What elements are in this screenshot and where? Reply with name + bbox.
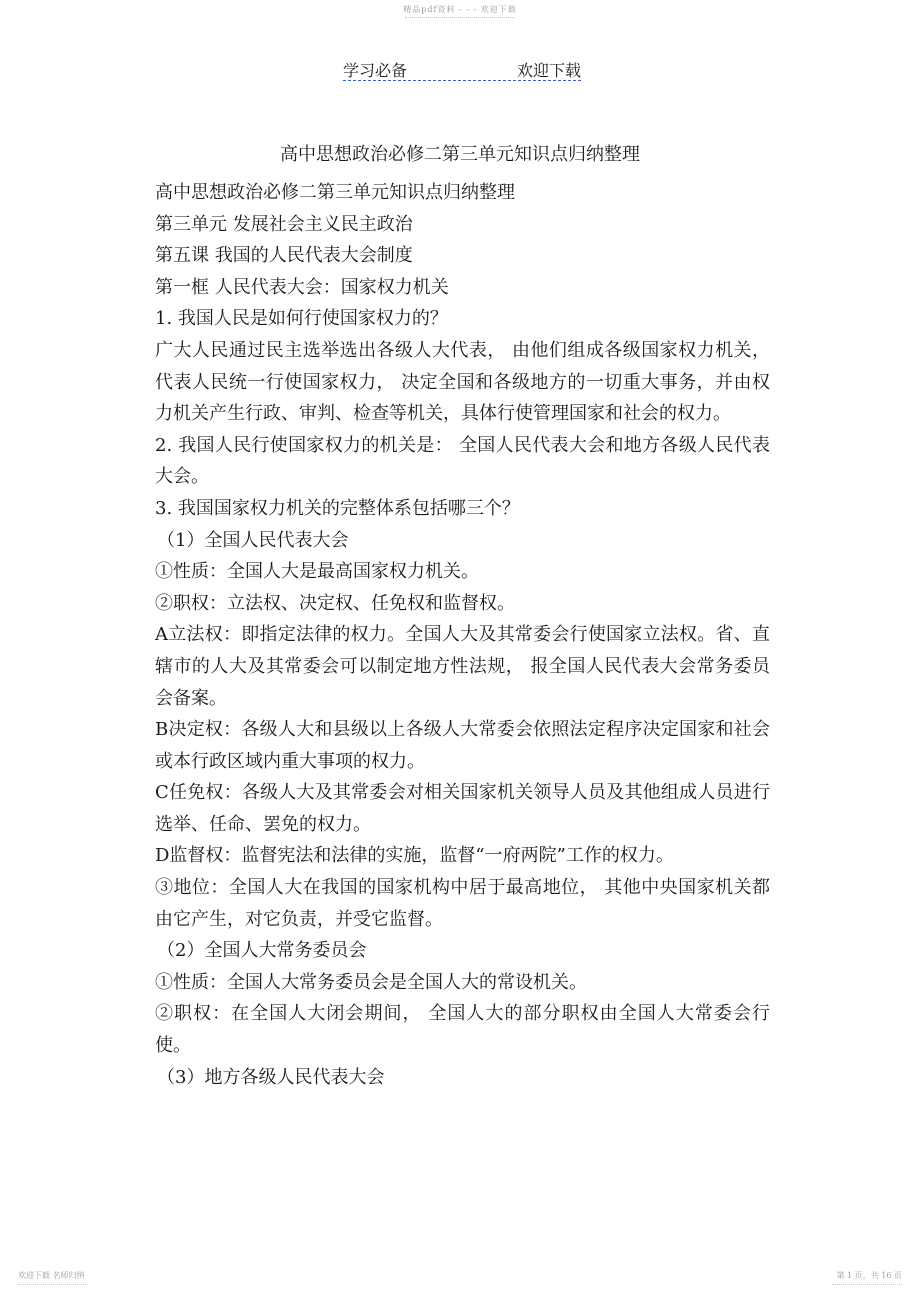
list-item: ②职权：在全国人大闭会期间， 全国人大的部分职权由全国人大常委会行使。 bbox=[155, 1003, 770, 1057]
lesson-heading: 第五课 我国的人民代表大会制度 bbox=[155, 245, 413, 267]
list-item: A立法权：即指定法律的权力。全国人大及其常委会行使国家立法权。省、直辖市的人大及其常委会可以制定地方性法规， 报全国人民代表大会常务委员会备案。 bbox=[155, 624, 770, 709]
sub-heading-local-congress: （3）地方各级人民代表大会 bbox=[157, 1066, 385, 1088]
top-watermark-text: 精品pdf资料 - - - 欢迎下载 bbox=[403, 5, 517, 14]
top-watermark-dots bbox=[405, 17, 515, 18]
footer-left-dots bbox=[18, 1284, 88, 1285]
top-watermark bbox=[0, 4, 920, 18]
list-item: ①性质：全国人大是最高国家权力机关。 bbox=[155, 561, 479, 583]
header-left-text: 学习必备 bbox=[343, 61, 408, 80]
document-body bbox=[155, 177, 770, 1093]
paragraph: 高中思想政治必修二第三单元知识点归纳整理 bbox=[155, 182, 515, 203]
sub-heading-standing-committee: （2）全国人大常务委员会 bbox=[157, 940, 367, 962]
question-2: 2. 我国人民行使国家权力的机关是： 全国人民代表大会和地方各级人民代表大会。 bbox=[155, 434, 770, 488]
list-item: ②职权：立法权、决定权、任免权和监督权。 bbox=[155, 592, 515, 614]
list-item: B决定权：各级人大和县级以上各级人大常委会依照法定程序决定国家和社会或本行政区域内重大事项的权力。 bbox=[155, 719, 770, 772]
footer-page-number: 第 1 页，共 16 页 bbox=[836, 1271, 902, 1280]
list-item: C任免权：各级人大及其常委会对相关国家机关领导人员及其他组成人员进行选举、任命、罢免的权力。 bbox=[155, 782, 770, 835]
answer-1: 广大人民通过民主选举选出各级人大代表， 由他们组成各级国家权力机关，代表人民统一行使国家权力， 决定全国和各级地方的一切重大事务，并由权力机关产生行政、审判、检查等机关，具体行使管理国家和社会的权力。 bbox=[155, 339, 770, 425]
question-1: 1. 我国人民是如何行使国家权力的？ bbox=[155, 308, 448, 330]
list-item: ③地位：全国人大在我国的国家机构中居于最高地位， 其他中央国家机关都由它产生，对它负责，并受它监督。 bbox=[155, 877, 770, 930]
page-header bbox=[343, 58, 581, 81]
sub-heading-npc: （1）全国人民代表大会 bbox=[157, 529, 349, 551]
question-3: 3. 我国国家权力机关的完整体系包括哪三个？ bbox=[155, 497, 520, 519]
footer-left-watermark: 欢迎下载 名师归纳 bbox=[18, 1271, 85, 1280]
unit-heading: 第三单元 发展社会主义民主政治 bbox=[155, 213, 413, 235]
header-right-text: 欢迎下载 bbox=[516, 61, 581, 80]
list-item: D监督权：监督宪法和法律的实施，监督“一府两院”工作的权力。 bbox=[155, 845, 674, 867]
list-item: ①性质：全国人大常务委员会是全国人大的常设机关。 bbox=[155, 971, 587, 993]
document-title: 高中思想政治必修二第三单元知识点归纳整理 bbox=[280, 144, 640, 165]
section-heading: 第一框 人民代表大会：国家权力机关 bbox=[155, 276, 449, 298]
footer-right-dots bbox=[832, 1284, 902, 1285]
